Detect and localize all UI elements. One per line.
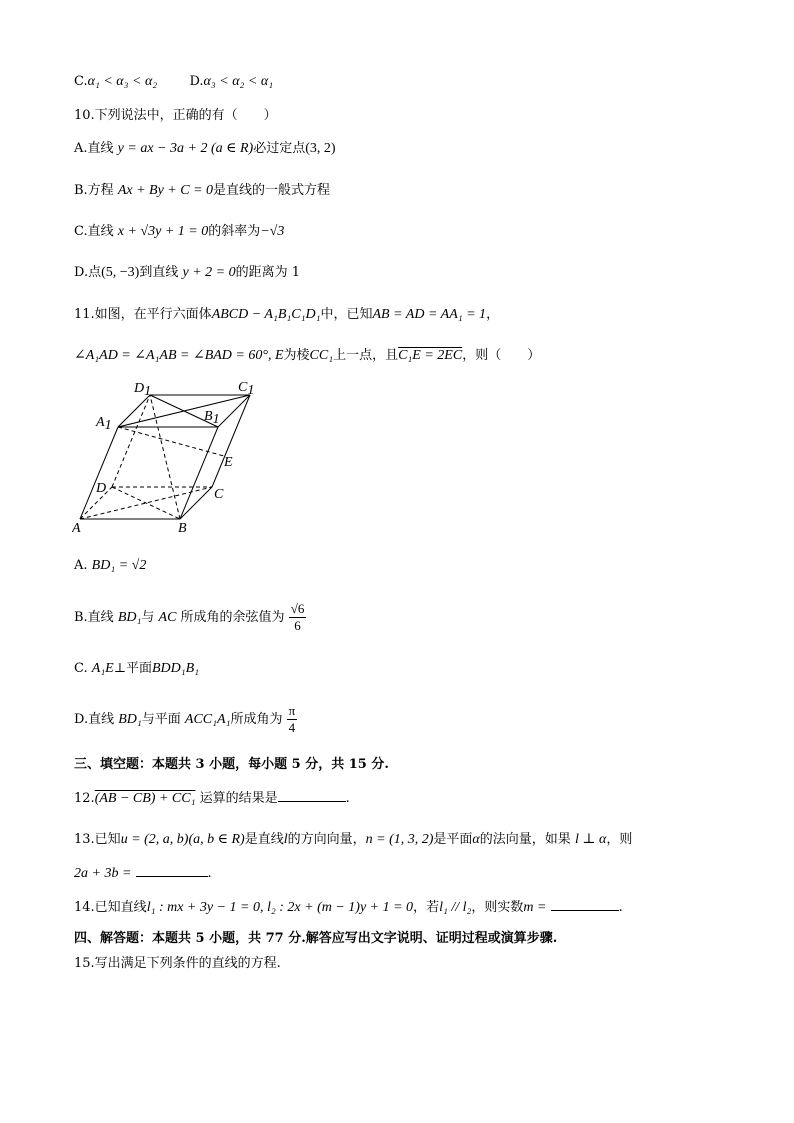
q13-text2: 的方向向量， <box>287 832 366 847</box>
q11-line1-end: ， <box>486 307 500 322</box>
q11-option-a-math: BD₁ = √2 <box>91 558 147 573</box>
q11-option-c-text: ⊥平面 <box>113 661 152 676</box>
q11-option-a <box>74 556 146 576</box>
q11-line2-text2: 上一点，且 <box>333 348 399 363</box>
q14-text2: ，则实数 <box>471 900 524 915</box>
q13-text5: ，则 <box>606 832 633 847</box>
section4-heading: 四、解答题：本题共 5 小题，共 77 分.解答应写出文字说明、证明过程或演算步骤. <box>74 931 558 946</box>
q14 <box>74 896 623 918</box>
q9-options-cd <box>74 72 273 92</box>
q10-option-c-text: 的斜率为 <box>208 224 261 239</box>
q14-end: . <box>618 900 623 915</box>
segment-a1e <box>118 427 224 456</box>
label-e: E <box>224 455 233 470</box>
q13-text4: 的法向量，如果 <box>479 832 571 847</box>
q10-option-d-text2: 的距离为 1 <box>235 265 300 280</box>
q10-option-b-math: Ax + By + C = 0 <box>117 183 214 198</box>
q11-line2-math: ∠A₁AD = ∠A₁AB = ∠BAD = 60°, E <box>74 348 284 363</box>
q14-pre: 14.已知直线 <box>74 900 147 915</box>
q14-math1: l₁ : mx + 3y − 1 = 0, l₂ : 2x + (m − 1)y + 1 = 0 <box>146 900 414 915</box>
q11-option-d-text2: 所成角为 <box>230 712 283 727</box>
q12-text: 运算的结果是 <box>199 791 278 806</box>
edge-cc1 <box>212 395 250 487</box>
diag-bd1 <box>150 395 180 519</box>
q10-option-a <box>74 139 336 159</box>
q11-option-b-label: B.直线 <box>74 610 114 625</box>
q11-stem-line2 <box>74 346 540 366</box>
q13-answer-blank[interactable] <box>136 862 208 877</box>
q11-option-b-math: BD₁ <box>117 610 142 625</box>
q11-option-d-text: 与平面 <box>141 712 181 727</box>
q10-option-d-math: y + 2 = 0 <box>182 265 236 280</box>
edge-aa1 <box>80 427 118 519</box>
q12-end: . <box>345 791 350 806</box>
q11-option-a-label: A. <box>74 558 88 573</box>
q11-line2-vector-eq: C₁E = 2EC <box>398 348 463 363</box>
q10-option-c-label: C.直线 <box>74 224 114 239</box>
q10-option-c-math: x + √3y + 1 = 0 <box>117 224 209 239</box>
label-a1: A1 <box>96 415 112 433</box>
label-c: C <box>214 487 224 502</box>
q13-math2: l <box>283 832 288 847</box>
q11-line2-text: 为棱 <box>283 348 310 363</box>
edge-bb1 <box>180 427 218 519</box>
q9-option-d-math: α₃ < α₂ < α₁ <box>203 74 274 89</box>
q13-math5: l ⊥ α <box>574 832 607 847</box>
edge-a1d1 <box>118 395 150 427</box>
label-d1: D1 <box>134 381 152 399</box>
q10-option-a-point: (3, 2) <box>305 141 336 156</box>
q11-option-d <box>74 700 297 740</box>
parallelepiped-figure <box>72 380 272 540</box>
label-b1: B1 <box>204 409 220 427</box>
q13-math3: n = (1, 3, 2) <box>365 832 434 847</box>
q13-line2-math: 2a + 3b = <box>74 866 132 881</box>
q11-stem-line1 <box>74 305 499 325</box>
q11-option-d-label: D.直线 <box>74 712 115 727</box>
q11-line1-math2: AB = AD = AA₁ = 1 <box>372 307 487 322</box>
q10-stem: 10.下列说法中，正确的有（ ） <box>74 108 277 123</box>
q13-text3: 是平面 <box>433 832 473 847</box>
label-b: B <box>178 521 187 536</box>
q10-option-b-label: B.方程 <box>74 183 114 198</box>
q12-math: (AB − CB) + CC₁ <box>94 791 196 806</box>
q11-option-b-fraction <box>289 601 307 634</box>
q11-option-b-text1: 与 <box>141 610 155 625</box>
q11-option-b-math2: AC <box>158 610 177 625</box>
q10-option-d-label: D.点 <box>74 265 102 280</box>
q13-text1: 是直线 <box>244 832 284 847</box>
section3-heading: 三、填空题：本题共 3 小题，每小题 5 分，共 15 分. <box>74 757 389 772</box>
q10-option-b-text: 是直线的一般式方程 <box>213 183 331 198</box>
q11-option-b <box>74 598 306 638</box>
q10-option-d-point: (5, −3) <box>101 265 140 280</box>
q11-option-d-denominator: 4 <box>288 720 296 735</box>
q13-line2 <box>74 862 212 884</box>
label-a: A <box>72 521 81 536</box>
q9-option-d-label: D. <box>189 74 204 89</box>
q11-option-d-math2: ACC₁A₁ <box>184 712 231 727</box>
q11-line1-pre: 11.如图，在平行六面体 <box>74 307 212 322</box>
label-c1: C1 <box>238 380 255 398</box>
q10-option-c-value: −√3 <box>260 224 285 239</box>
q11-option-b-denominator: 6 <box>294 618 301 633</box>
q12 <box>74 787 350 809</box>
q14-math2: l₁ // l₂ <box>439 900 472 915</box>
q14-math3: m = <box>523 900 547 915</box>
q13-line1 <box>74 830 632 850</box>
q11-option-c-math: A₁E <box>91 661 114 676</box>
q11-option-b-numerator: √6 <box>290 601 305 616</box>
q10-option-c <box>74 222 284 242</box>
q11-option-d-numerator: π <box>288 703 296 718</box>
q9-option-c-math: α₁ < α₃ < α₂ <box>87 74 158 89</box>
q13-math4: α <box>472 832 480 847</box>
label-d: D <box>96 481 107 496</box>
q10-option-a-math: y = ax − 3a + 2 (a ∈ R) <box>117 141 254 156</box>
q11-line2-math2: CC₁ <box>309 348 334 363</box>
edge-dd1 <box>112 395 150 487</box>
q10-option-d-text1: 到直线 <box>139 265 179 280</box>
q11-option-c <box>74 659 199 679</box>
q10-option-d <box>74 263 300 283</box>
q14-text1: ，若 <box>413 900 440 915</box>
q15-text: 15.写出满足下列条件的直线的方程. <box>74 956 281 971</box>
q13-math1: u = (2, a, b)(a, b ∈ R) <box>120 832 245 847</box>
q9-option-c-label: C. <box>74 74 88 89</box>
q10-option-a-label: A.直线 <box>74 141 114 156</box>
q11-line1-mid: 中，已知 <box>320 307 373 322</box>
q14-answer-blank[interactable] <box>551 896 619 911</box>
q13-pre: 13.已知 <box>74 832 121 847</box>
q12-number: 12. <box>74 791 95 806</box>
q10-option-a-text: 必过定点 <box>253 141 306 156</box>
q11-option-c-math2: BDD₁B₁ <box>151 661 200 676</box>
q11-line1-math: ABCD − A₁B₁C₁D₁ <box>211 307 321 322</box>
q12-answer-blank[interactable] <box>278 787 346 802</box>
q11-line2-end: ，则（ ） <box>462 348 541 363</box>
q11-option-c-label: C. <box>74 661 88 676</box>
q11-option-b-text2: 所成角的余弦值为 <box>180 610 285 625</box>
diag-db <box>112 487 180 519</box>
q11-option-d-math: BD₁ <box>118 712 142 727</box>
q13-line2-end: . <box>207 866 212 881</box>
q11-option-d-fraction <box>287 703 298 736</box>
edge-b1c1 <box>218 395 250 427</box>
q10-option-b <box>74 181 330 201</box>
edge-bc <box>180 487 212 519</box>
